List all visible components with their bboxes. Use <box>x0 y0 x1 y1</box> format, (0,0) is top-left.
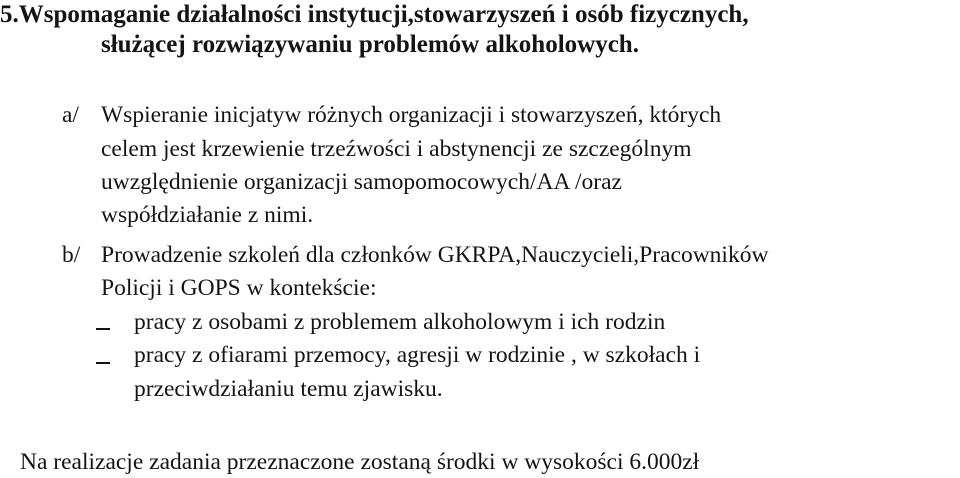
dash-bullet-2 <box>96 362 110 364</box>
heading-line-1: 5.Wspomaganie działalności instytucji,stowarzyszeń i osób fizycznych, <box>0 1 749 28</box>
item-b-line-2: Policji i GOPS w kontekście: <box>101 275 377 301</box>
item-a-line-4: współdziałanie z nimi. <box>101 202 314 228</box>
item-a-marker: a/ <box>62 102 79 128</box>
subitem-2: pracy z ofiarami przemocy, agresji w rodzinie , w szkołach i <box>134 342 701 368</box>
item-b-marker: b/ <box>62 242 81 268</box>
item-a-line-3: uwzględnienie organizacji samopomocowych/AA /oraz <box>101 169 622 195</box>
heading-line-2: służącej rozwiązywaniu problemów alkoholowych. <box>101 31 639 58</box>
subitem-2-continued: przeciwdziałaniu temu zjawisku. <box>134 376 443 402</box>
item-b-line-1: Prowadzenie szkoleń dla członków GKRPA,Nauczycieli,Pracowników <box>101 242 769 268</box>
funding-note: Na realizacje zadania przeznaczone zostaną środki w wysokości 6.000zł <box>20 449 700 475</box>
dash-bullet-1 <box>96 328 110 330</box>
item-a-line-1: Wspieranie inicjatyw różnych organizacji i stowarzyszeń, których <box>101 102 722 128</box>
item-a-line-2: celem jest krzewienie trzeźwości i abstynencji ze szczególnym <box>101 136 692 162</box>
subitem-1: pracy z osobami z problemem alkoholowym i ich rodzin <box>134 309 666 335</box>
